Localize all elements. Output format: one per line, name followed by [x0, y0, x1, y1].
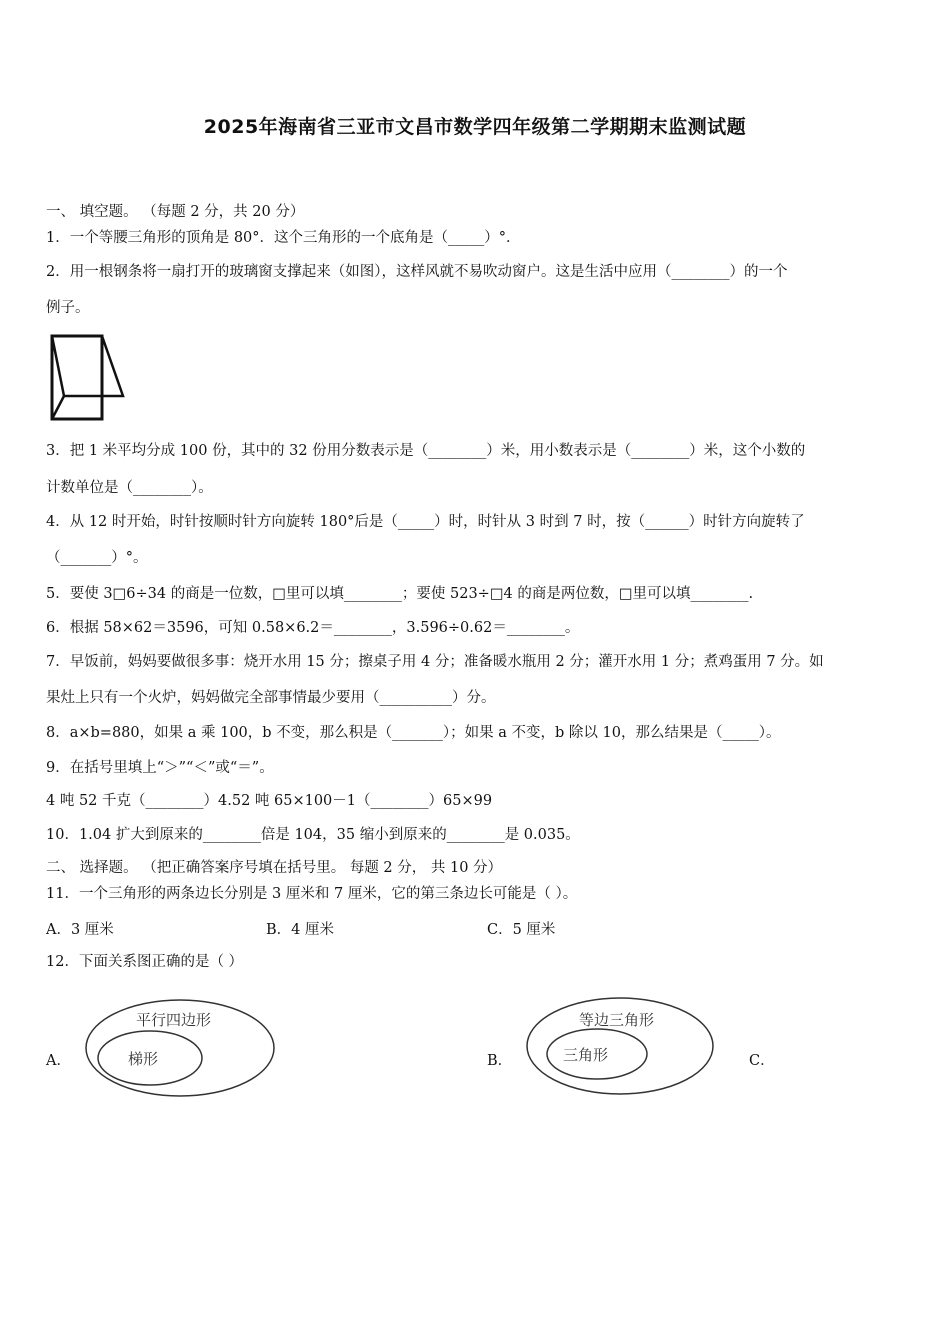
- question-7: 7．早饭前，妈妈要做很多事：烧开水用 15 分；擦桌子用 4 分；准备暖水瓶用 2 分；灌开水用 1 分；煮鸡蛋用 7 分。如: [46, 654, 824, 670]
- q11-option-c: C．5 厘米: [487, 922, 556, 938]
- question-9-items: 4 吨 52 千克（________）4.52 吨 65×100－1（________）65×99: [46, 793, 493, 809]
- question-7-cont: 果灶上只有一个火炉，妈妈做完全部事情最少要用（__________）分。: [46, 690, 496, 706]
- q12-option-a-label: A．: [46, 1053, 71, 1069]
- question-2: 2．用一根钢条将一扇打开的玻璃窗支撑起来（如图），这样风就不易吹动窗户。这是生活中应用（________）的一个: [46, 264, 788, 280]
- venn-b-inner-label: 三角形: [563, 1046, 609, 1064]
- section-heading-fill-in: 一、 填空题。 （每题 2 分，共 20 分）: [46, 204, 305, 220]
- question-8: 8．a×b=880，如果 a 乘 100，b 不变，那么积是（_______）；如果 a 不变，b 除以 10，那么结果是（_____）。: [46, 725, 781, 741]
- question-5: 5．要使 3□6÷34 的商是一位数，□里可以填________；要使 523÷□4 的商是两位数，□里可以填________.: [46, 586, 754, 602]
- question-9: 9．在括号里填上“＞”“＜”或“＝”。: [46, 760, 274, 776]
- section-heading-choice: 二、 选择题。 （把正确答案序号填在括号里。 每题 2 分， 共 10 分）: [46, 860, 503, 876]
- question-3: 3．把 1 米平均分成 100 份，其中的 32 份用分数表示是（________）米，用小数表示是（________）米，这个小数的: [46, 443, 806, 459]
- question-10: 10．1.04 扩大到原来的________倍是 104，35 缩小到原来的________是 0.035。: [46, 827, 580, 843]
- question-6: 6．根据 58×62＝3596，可知 0.58×6.2＝________，3.596÷0.62＝________。: [46, 620, 580, 636]
- question-1: 1．一个等腰三角形的顶角是 80°．这个三角形的一个底角是（_____）°．: [46, 230, 521, 246]
- question-11: 11．一个三角形的两条边长分别是 3 厘米和 7 厘米，它的第三条边长可能是（ ）。: [46, 886, 578, 902]
- q11-option-a: A．3 厘米: [46, 922, 114, 938]
- venn-diagram-a: [84, 998, 276, 1098]
- question-3-cont: 计数单位是（________）。: [46, 480, 213, 496]
- window-sash: [52, 336, 123, 396]
- venn-diagram-b: [525, 996, 715, 1096]
- q12-option-b-label: B．: [487, 1053, 513, 1069]
- window-prop-figure: [50, 334, 126, 422]
- steel-prop: [52, 396, 64, 419]
- question-4: 4．从 12 时开始，时针按顺时针方向旋转 180°后是（_____）时，时针从 3 时到 7 时，按（______）时针方向旋转了: [46, 514, 805, 530]
- venn-b-outer-label: 等边三角形: [579, 1011, 655, 1029]
- question-12: 12．下面关系图正确的是（ ）: [46, 954, 244, 970]
- question-4-cont: （_______）°。: [46, 550, 148, 566]
- question-2-cont: 例子。: [46, 300, 90, 316]
- q12-option-c-label: C．: [749, 1053, 775, 1069]
- venn-a-outer-label: 平行四边形: [136, 1011, 212, 1029]
- venn-a-inner-label: 梯形: [128, 1050, 159, 1068]
- q11-option-b: B．4 厘米: [266, 922, 334, 938]
- page-title: 2025年海南省三亚市文昌市数学四年级第二学期期末监测试题: [203, 116, 747, 138]
